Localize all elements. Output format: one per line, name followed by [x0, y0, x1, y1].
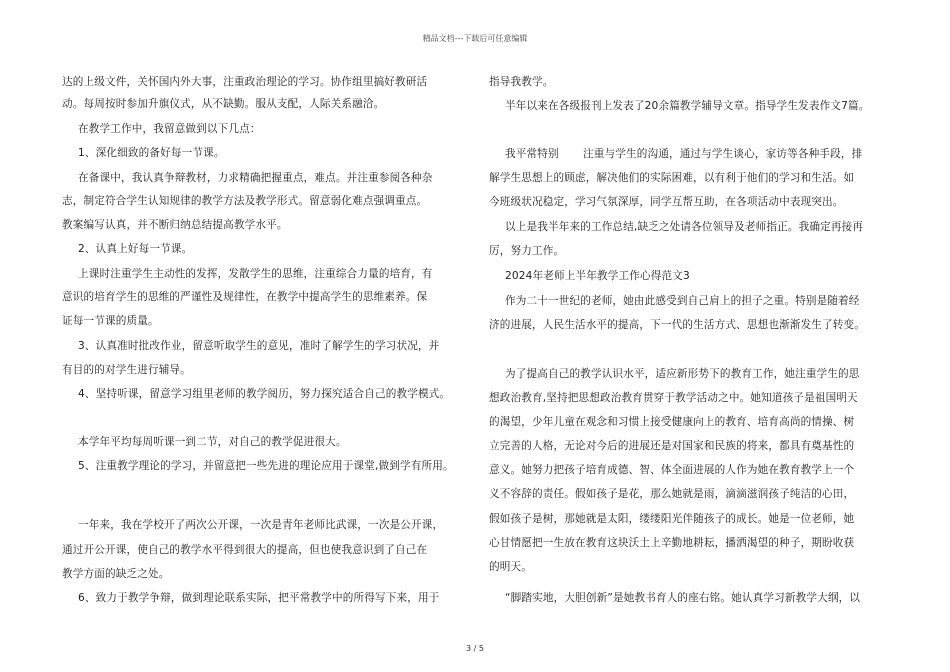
text-line: 达的上级文件，关怀国内外大事，注重政治理论的学习。协作组里搞好教研活: [62, 76, 428, 88]
text-line: “脚踏实地，大胆创新”是她教书育人的座右铭。她认真学习新教学大纲，以: [505, 592, 861, 604]
text-line: 教案编写认真，并不断归纳总结提高教学水平。: [62, 219, 288, 231]
text-line: 本学年平均每周听课一到二节，对自己的教学促进很大。: [78, 436, 347, 448]
text-line: 证每一节课的质量。: [62, 315, 159, 327]
text-line: 厉，努力工作。: [489, 245, 565, 257]
text-line: 半年以来在各级报刊上发表了20余篇教学辅导文章。指导学生发表作文7篇。: [505, 100, 870, 112]
text-line: 2、认真上好每一节课。: [78, 243, 193, 255]
text-line: 义不容辞的责任。假如孩子是花，那么她就是雨，滴滴滋润孩子纯洁的心田，: [489, 488, 855, 500]
text-line: 想政治教育,坚持把思想政治教育贯穿于教学活动之中。她知道孩子是祖国明天: [489, 392, 858, 404]
text-line: 今班级状况稳定，学习气氛深厚，同学互帮互助，在各项活动中表现突出。: [489, 196, 844, 208]
text-line: 解学生思想上的顾虑，解决他们的实际困难，以有利于他们的学习和生活。如: [489, 172, 855, 184]
text-line: 意义。她努力把孩子培育成德、智、体全面进展的人作为她在教育教学上一个: [489, 464, 855, 476]
page-header: 精品文档---下载后可任意编辑: [422, 34, 528, 43]
text-line: 在教学工作中，我留意做到以下几点：: [78, 123, 261, 135]
text-line: 1、深化细致的备好每一节课。: [78, 147, 225, 159]
text-line: 有目的的对学生进行辅导。: [62, 364, 191, 376]
text-line: 在备课中，我认真争辩教材，力求精确把握重点，难点。并注重参阅各种杂: [78, 172, 433, 184]
text-line: 济的进展，人民生活水平的提高，下一代的生活方式、思想也渐渐发生了转变。: [489, 319, 866, 331]
page-number: 3 / 5: [466, 644, 484, 653]
text-line: 为了提高自己的教学认识水平，适应新形势下的教育工作，她注重学生的思: [505, 368, 860, 380]
text-line: 志，制定符合学生认知规律的教学方法及教学形式。留意弱化难点强调重点。: [62, 195, 428, 207]
text-line: 立完善的人格，无论对今后的进展还是对国家和民族的将来，都具有奠基性的: [489, 440, 855, 452]
text-line: 4、坚持听课，留意学习组里老师的教学阅历，努力探究适合自己的教学模式。: [78, 388, 451, 400]
text-line: 我平常特别: [505, 148, 559, 160]
text-line: 一年来，我在学校开了两次公开课，一次是青年老师比武课，一次是公开课，: [78, 519, 444, 531]
text-line: 6、致力于教学争辩，做到理论联系实际，把平常教学中的所得写下来，用于: [78, 592, 440, 604]
text-line: 教学方面的缺乏之处。: [62, 568, 170, 580]
text-line: 的明天。: [489, 561, 532, 573]
text-line: 的渴望，少年儿童在观念和习惯上接受健康向上的教育、培育高尚的情操、树: [489, 416, 855, 428]
text-line: 注重与学生的沟通，通过与学生谈心，家访等各种手段，排: [583, 148, 863, 160]
text-line: 2024年老师上半年教学工作心得范文3: [505, 270, 690, 282]
text-line: 假如孩子是树，那她就是太阳，缕缕阳光伴随孩子的成长。她是一位老师，她: [489, 513, 855, 525]
text-line: 5、注重教学理论的学习，并留意把一些先进的理论应用于课堂,做到学有所用。: [78, 460, 454, 472]
text-line: 上课时注重学生主动性的发挥，发散学生的思维，注重综合力量的培育，有: [78, 268, 433, 280]
text-line: 指导我教学。: [489, 76, 554, 88]
text-line: 心甘情愿把一生放在教育这块沃土上辛勤地耕耘，播洒渴望的种子，期盼收获: [489, 537, 855, 549]
text-line: 通过开公开课，使自己的教学水平得到很大的提高，但也使我意识到了自己在: [62, 544, 428, 556]
text-line: 动。每周按时参加升旗仪式，从不缺勤。服从支配，人际关系融洽。: [62, 98, 385, 110]
text-line: 作为二十一世纪的老师，她由此感受到自己肩上的担子之重。特别是随着经: [505, 295, 860, 307]
text-line: 3、认真准时批改作业，留意听取学生的意见，准时了解学生的学习状况，并: [78, 340, 440, 352]
text-line: 以上是我半年来的工作总结,缺乏之处请各位领导及老师指正。我确定再接再: [505, 221, 864, 233]
text-line: 意识的培育学生的思维的严谨性及规律性，在教学中提高学生的思维素养。保: [62, 291, 428, 303]
